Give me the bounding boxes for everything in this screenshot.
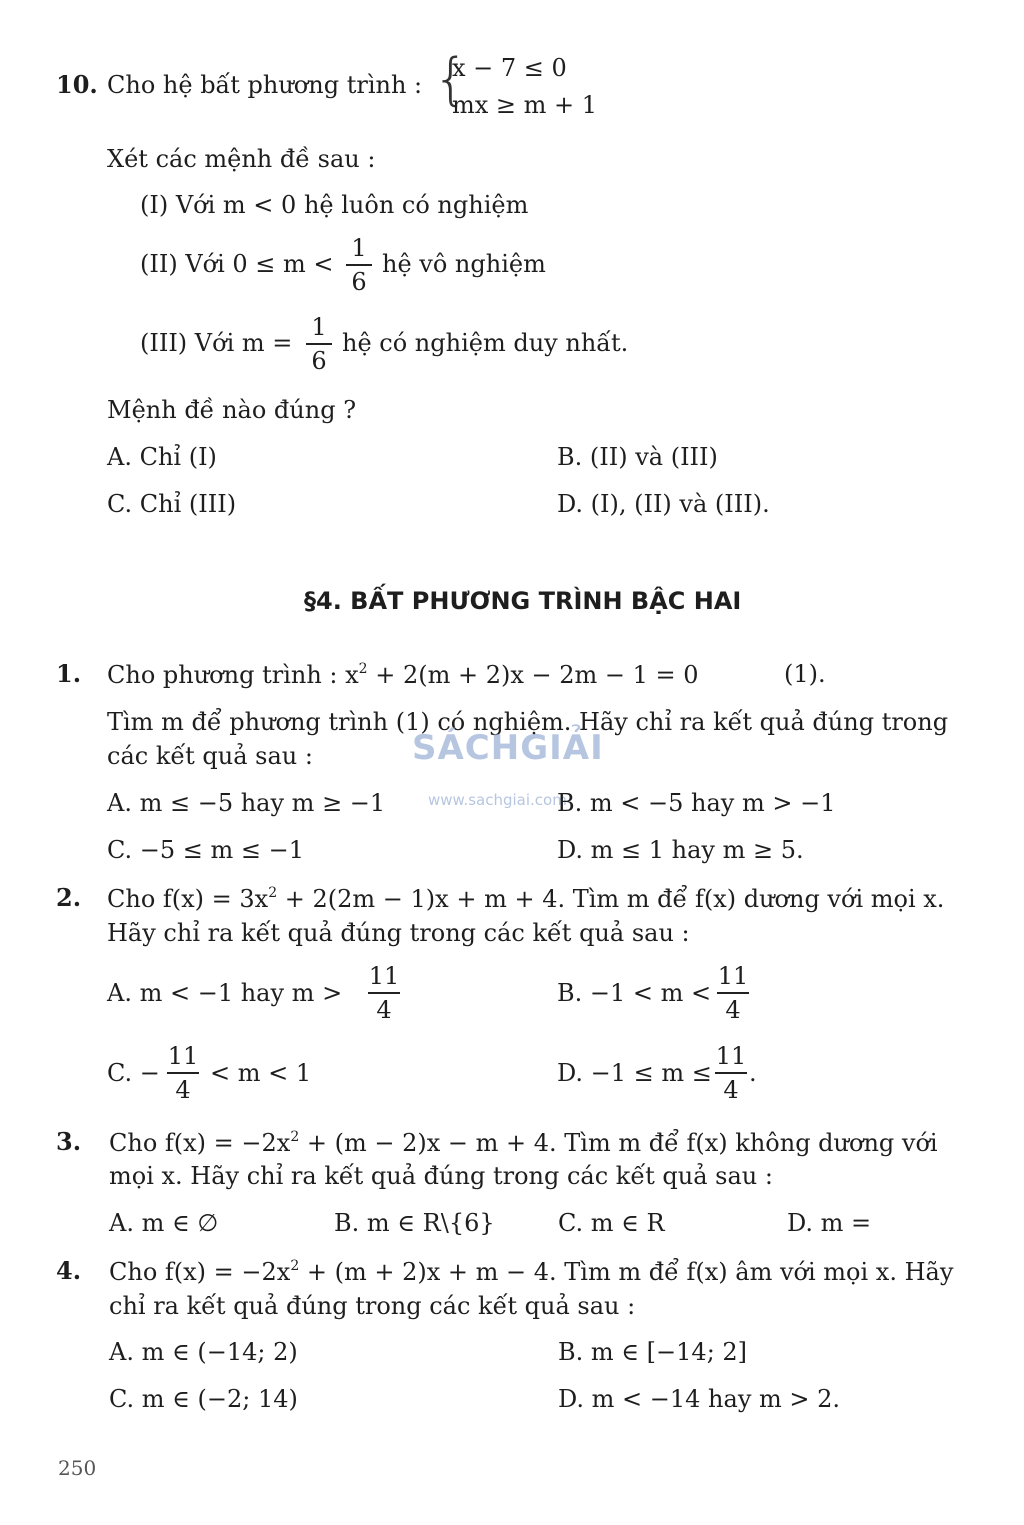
fraction-numerator: 11 [715, 1042, 747, 1070]
fraction [717, 964, 749, 1022]
page-number: 250 [58, 1456, 97, 1480]
fraction-denominator: 4 [376, 995, 392, 1024]
q10-option-d: D. (I), (II) và (III). [557, 490, 770, 518]
q1-equation-label: (1). [784, 660, 826, 688]
q4-number: 4. [56, 1256, 82, 1285]
q10-statement-3-post: hệ có nghiệm duy nhất. [342, 329, 629, 357]
q4-stem: Cho $f(x) = -2x^2 + (m + 2)x + m - 4$. Tìm m để f(x) âm với mọi x. Hãy [109, 1258, 954, 1286]
q2-option-c: C. − [107, 1059, 160, 1087]
fraction-denominator: 4 [725, 995, 741, 1024]
q2-option-d: D. −1 ≤ m ≤ [557, 1059, 712, 1087]
q4-option-d: D. m < −14 hay m > 2. [558, 1385, 841, 1413]
q10-system-eq2: mx ≥ m + 1 [452, 91, 598, 119]
watermark-url: www.sachgiai.com [428, 791, 567, 809]
q2-option-b: B. −1 < m < [557, 979, 712, 1007]
q3-stem: Cho $f(x) = -2x^2 + (m - 2)x - m + 4$. Tìm m để f(x) không dương với [109, 1129, 938, 1157]
q10-intro: Xét các mệnh đề sau : [107, 145, 376, 173]
fraction-denominator: 4 [175, 1075, 191, 1104]
q10-number: 10. [56, 70, 98, 99]
fraction-numerator: 11 [368, 962, 400, 990]
q10-ask: Mệnh đề nào đúng ? [107, 396, 357, 424]
q10-option-a: A. Chỉ (I) [107, 443, 217, 471]
fraction [346, 236, 372, 294]
fraction-numerator: 11 [167, 1042, 199, 1070]
q2-line-2: Hãy chỉ ra kết quả đúng trong các kết quả sau : [107, 919, 690, 947]
q1-stem: Cho phương trình : $x^2 + 2(m + 2)x - 2m - 1 = 0$ [107, 661, 699, 689]
q1-option-c: C. −5 ≤ m ≤ −1 [107, 836, 305, 864]
q10-statement-1: (I) Với m < 0 hệ luôn có nghiệm [140, 191, 529, 219]
fraction-denominator: 6 [351, 267, 367, 296]
watermark-brand: SÁCHGIẢI [412, 728, 604, 768]
q3-line-2: mọi x. Hãy chỉ ra kết quả đúng trong các kết quả sau : [109, 1162, 773, 1190]
fraction-numerator: 1 [351, 234, 367, 262]
q3-option-d: D. m = [787, 1209, 872, 1237]
q2-option-c-post: < m < 1 [210, 1059, 312, 1087]
q10-statement-2-post: hệ vô nghiệm [382, 250, 546, 278]
fraction-denominator: 6 [311, 346, 327, 375]
q2-option-d-post: . [749, 1059, 757, 1087]
q2-stem: Cho $f(x) = 3x^2 + 2(2m - 1)x + m + 4$. Tìm m để f(x) dương với mọi x. [107, 885, 945, 913]
q4-line-2: chỉ ra kết quả đúng trong các kết quả sau : [109, 1292, 636, 1320]
q4-option-a: A. m ∈ (−14; 2) [109, 1338, 298, 1366]
fraction [167, 1044, 199, 1102]
q3-option-a: A. m ∈ ∅ [109, 1209, 219, 1237]
q10-option-c: C. Chỉ (III) [107, 490, 237, 518]
q1-line-2: Tìm m để phương trình (1) có nghiệm. Hãy chỉ ra kết quả đúng trong [107, 708, 949, 736]
q1-option-b: B. m < −5 hay m > −1 [557, 789, 836, 817]
q1-option-d: D. m ≤ 1 hay m ≥ 5. [557, 836, 804, 864]
q3-option-b: B. m ∈ R\{6} [334, 1209, 495, 1237]
q3-option-c: C. m ∈ R [558, 1209, 665, 1237]
q10-option-b: B. (II) và (III) [557, 443, 718, 471]
fraction-numerator: 11 [717, 962, 749, 990]
q10-stem: Cho hệ bất phương trình : [107, 71, 423, 99]
system-brace: { [433, 47, 469, 112]
q3-number: 3. [56, 1127, 82, 1156]
fraction-numerator: 1 [311, 313, 327, 341]
fraction [715, 1044, 747, 1102]
q10-statement-3-pre: (III) Với m = [140, 329, 293, 357]
section-heading: §4. BẤT PHƯƠNG TRÌNH BẬC HAI [304, 587, 742, 615]
q1-option-a: A. m ≤ −5 hay m ≥ −1 [107, 789, 386, 817]
q4-option-b: B. m ∈ [−14; 2] [558, 1338, 748, 1366]
fraction [306, 315, 332, 373]
q10-statement-2-pre: (II) Với 0 ≤ m < [140, 250, 334, 278]
q10-system-eq1: x − 7 ≤ 0 [452, 54, 567, 82]
q2-number: 2. [56, 883, 82, 912]
fraction [368, 964, 400, 1022]
q2-option-a: A. m < −1 hay m > [107, 979, 343, 1007]
q1-line-3: các kết quả sau : [107, 742, 313, 770]
q1-number: 1. [56, 659, 82, 688]
fraction-denominator: 4 [723, 1075, 739, 1104]
q4-option-c: C. m ∈ (−2; 14) [109, 1385, 298, 1413]
